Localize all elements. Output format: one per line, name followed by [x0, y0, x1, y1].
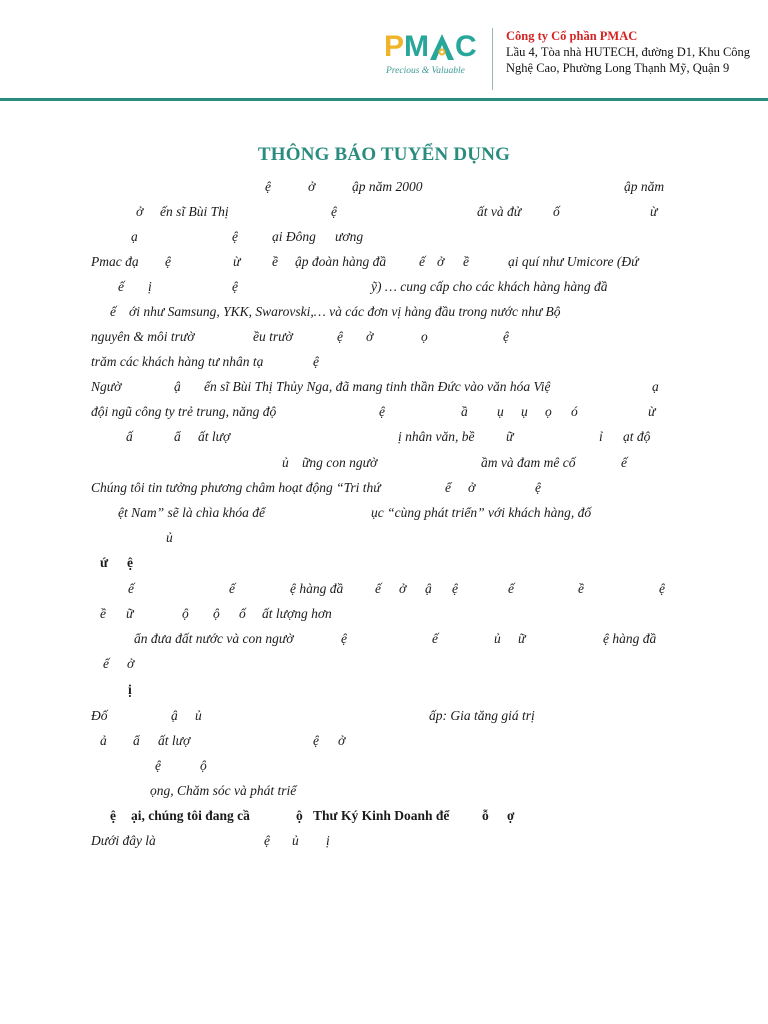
body-fragment: ộ	[182, 606, 189, 621]
body-fragment: ứ	[100, 555, 109, 570]
body-fragment: ố	[239, 606, 246, 621]
body-fragment: ộ	[213, 606, 220, 621]
body-fragment: ở	[399, 581, 407, 596]
body-fragment: trăm các khách hàng tư nhân tạ	[91, 354, 264, 369]
body-fragment: ệ hàng đầ	[603, 631, 657, 646]
body-fragment: ẩ	[174, 429, 181, 444]
body-fragment: nguyên & môi trườ	[91, 329, 195, 344]
body-fragment: ệ	[127, 555, 133, 570]
body-fragment: ụ	[521, 404, 528, 419]
body-fragment: ỉ	[599, 429, 603, 444]
body-fragment: ương	[335, 229, 364, 244]
body-fragment: đội ngũ công ty trẻ trung, năng độ	[91, 404, 277, 419]
body-fragment: ố	[553, 204, 560, 219]
body-fragment: ị nhân văn, bề	[398, 429, 475, 444]
body-fragment: ừ	[648, 404, 656, 419]
company-info	[506, 28, 768, 76]
pmac-logo	[384, 30, 484, 82]
header-divider	[492, 28, 493, 90]
body-fragment: ị	[128, 682, 132, 697]
company-address-line1: Lầu 4, Tòa nhà HUTECH, đường D1, Khu Công	[506, 45, 751, 59]
body-fragment: ất lượng hơn	[262, 606, 332, 621]
body-fragment: Đố	[91, 708, 108, 723]
body-fragment: ế	[110, 304, 116, 319]
company-name: Công ty Cổ phần PMAC	[506, 29, 638, 43]
body-fragment: Pmac đạ	[91, 254, 139, 269]
body-fragment: ế	[118, 279, 124, 294]
body-fragment: ộ	[200, 758, 207, 773]
body-fragment: ụ	[497, 404, 504, 419]
body-fragment: ở	[366, 329, 374, 344]
body-fragment: ệ	[659, 581, 665, 596]
body-fragment: ệ	[313, 733, 319, 748]
body-fragment: ủ	[195, 708, 202, 723]
body-fragment: ọng, Chăm sóc và phát triể	[150, 783, 297, 798]
body-fragment: ủ	[282, 455, 289, 470]
body-fragment: ều trườ	[253, 329, 293, 344]
body-fragment: ệ	[232, 279, 238, 294]
body-fragment: ục “cùng phát triển” với khách hàng, đố	[371, 505, 592, 520]
body-fragment: ả	[100, 733, 107, 748]
body-fragment: Ngườ	[91, 379, 122, 394]
logo-letter-c: C	[455, 30, 477, 63]
body-fragment: ị	[326, 833, 330, 848]
body-fragment: ệ	[331, 204, 337, 219]
body-fragment: ới như Samsung, YKK, Swarovski,… và các đơn vị hàng đầu trong nước như Bộ	[129, 304, 561, 319]
body-fragment: ệ	[452, 581, 458, 596]
body-fragment: ất lượ	[158, 733, 191, 748]
body-fragment: ậ	[425, 581, 432, 596]
body-fragment: ấ	[126, 429, 133, 444]
body-fragment: ệ	[264, 833, 270, 848]
body-fragment: ạt độ	[623, 429, 651, 444]
body-fragment: ế	[508, 581, 514, 596]
body-fragment: ến sĩ Bùi Thị	[160, 204, 229, 219]
logo-wordmark	[384, 30, 477, 64]
body-fragment: ở	[468, 480, 476, 495]
body-fragment: ập năm 2000	[352, 179, 423, 194]
header-rule	[0, 98, 768, 101]
body-fragment: ại, chúng tôi đang cầ	[131, 808, 250, 823]
body-fragment: ộ	[296, 808, 303, 823]
body-fragment: ập năm	[624, 179, 665, 194]
body-fragment: ập đoàn hàng đầ	[295, 254, 387, 269]
body-fragment: ủ	[494, 631, 501, 646]
body-fragment: ất lượ	[198, 429, 231, 444]
body-fragment: ữ	[506, 429, 514, 444]
body-fragment: ợ	[507, 808, 515, 823]
body-fragment: ở	[437, 254, 445, 269]
body-fragment: ệ	[337, 329, 343, 344]
body-fragment: ạ	[131, 229, 138, 244]
body-fragment: ề	[100, 606, 106, 621]
body-fragment: ạ	[652, 379, 659, 394]
body-fragment: ậ	[174, 379, 181, 394]
body-fragment: ại quí như Umicore (Đứ	[508, 254, 639, 269]
body-fragment: ừ	[650, 204, 658, 219]
body-fragment: ệ	[313, 354, 319, 369]
body-fragment: ẩn đưa đất nước và con ngườ	[134, 631, 294, 646]
body-fragment: ề	[578, 581, 584, 596]
body-fragment: ể	[445, 480, 451, 495]
body-fragment: ề	[463, 254, 469, 269]
body-fragment: ế	[621, 455, 627, 470]
body-fragment: ữ	[518, 631, 526, 646]
body-fragment: ầm và đam mê cố	[481, 455, 576, 470]
body-fragment: ệ	[503, 329, 509, 344]
body-fragment: ở	[136, 204, 144, 219]
body-fragment: ệ	[535, 480, 541, 495]
body-fragment: ừ	[233, 254, 241, 269]
body-fragment: ệ	[232, 229, 238, 244]
body-fragment: ế	[128, 581, 134, 596]
body-fragment: ế	[419, 254, 425, 269]
body-fragment: ở	[127, 656, 135, 671]
body-fragment: Chúng tôi tin tưởng phương châm hoạt động “Tri thứ	[91, 480, 381, 495]
body-fragment: ế	[229, 581, 235, 596]
body-fragment: ủ	[166, 530, 173, 545]
body-fragment: ến sĩ Bùi Thị Thủy Nga, đã mang tinh thần Đức vào văn hóa Việ	[204, 379, 551, 394]
body-fragment: ọ	[545, 404, 552, 419]
body-fragment: Dưới đây là	[91, 833, 156, 848]
body-fragment: ệ	[165, 254, 171, 269]
body-fragment: ế	[103, 656, 109, 671]
body-fragment: ệ hàng đầ	[290, 581, 344, 596]
body-fragment: ại Đông	[272, 229, 316, 244]
body-fragment: ệ	[341, 631, 347, 646]
body-fragment: ề	[272, 254, 278, 269]
body-fragment: ậ	[171, 708, 178, 723]
body-fragment: ững con ngườ	[302, 455, 378, 470]
body-fragment: ỹ) … cung cấp cho các khách hàng hàng đầ	[371, 279, 608, 294]
body-fragment: ọ	[421, 329, 428, 344]
logo-letter-m: M	[404, 30, 430, 63]
body-fragment: ấp: Gia tăng giá trị	[429, 708, 535, 723]
body-fragment: ủ	[292, 833, 299, 848]
body-fragment: ẩ	[133, 733, 140, 748]
body-fragment: ữ	[126, 606, 134, 621]
body-fragment: ệ	[110, 808, 116, 823]
body-fragment: Thư Ký Kinh Doanh để	[313, 808, 450, 823]
body-fragment: ó	[571, 404, 578, 419]
body-fragment: ất và đử	[477, 204, 522, 219]
body-fragment: ế	[432, 631, 438, 646]
body-fragment: ở	[338, 733, 346, 748]
company-address-line2: Nghệ Cao, Phường Long Thạnh Mỹ, Quận 9	[506, 61, 730, 75]
body-fragment: ệ	[155, 758, 161, 773]
logo-a-icon	[429, 33, 455, 61]
logo-tagline: Precious & Valuable	[386, 66, 465, 76]
body-fragment: ỗ	[482, 808, 489, 823]
body-fragment: ầ	[461, 404, 468, 419]
body-fragment: ị	[148, 279, 152, 294]
page-title: THÔNG BÁO TUYỂN DỤNG	[257, 144, 511, 165]
logo-letter-p: P	[384, 30, 405, 63]
body-fragment: ế	[375, 581, 381, 596]
body-fragment: ở	[308, 179, 316, 194]
body-fragment: ệt Nam” sẽ là chìa khóa để	[118, 505, 265, 520]
body-fragment: ệ	[379, 404, 385, 419]
body-fragment: ệ	[265, 179, 271, 194]
